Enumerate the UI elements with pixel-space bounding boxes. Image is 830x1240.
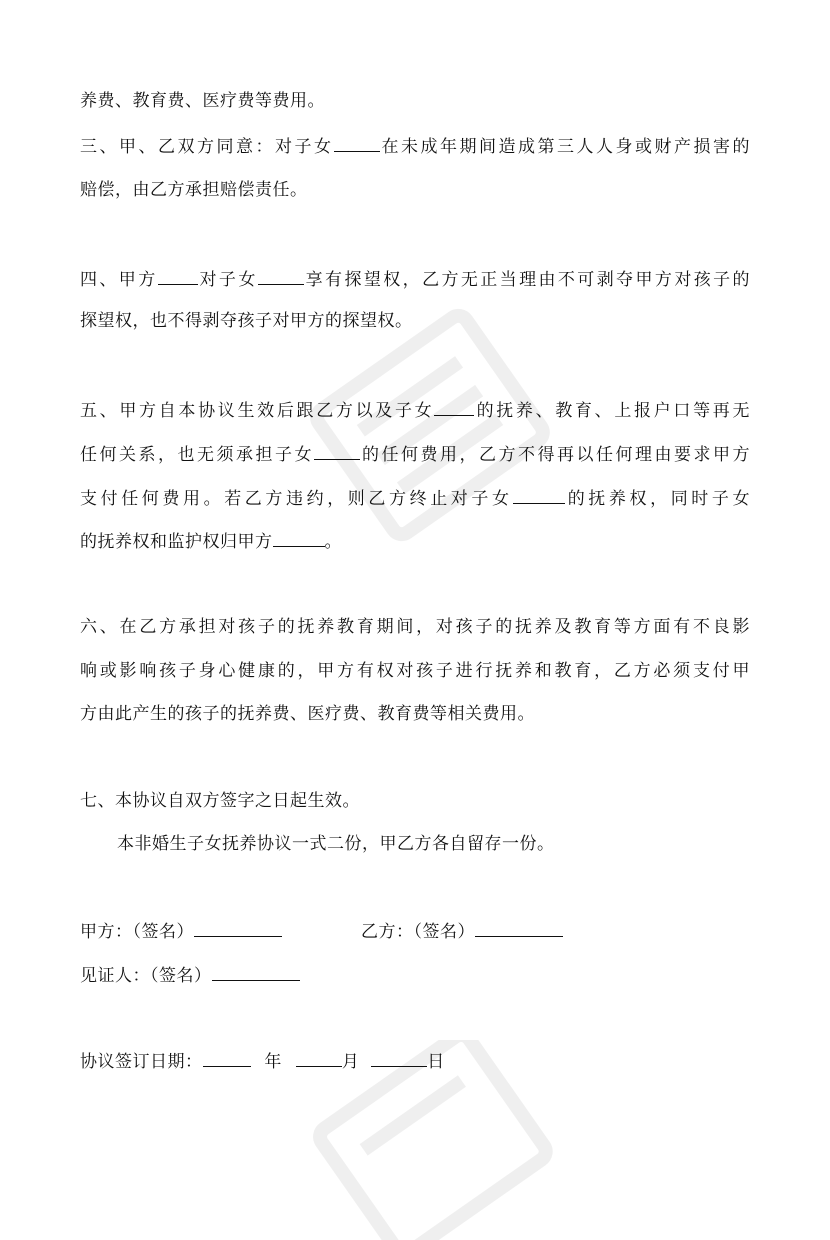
clause-4-text: 四、甲方 xyxy=(80,270,158,290)
clause-6-line-3 xyxy=(80,704,535,724)
clause-3-line-2 xyxy=(80,180,308,200)
party-a-label: 甲方：（签名） xyxy=(80,922,194,942)
paragraph-continuation: 养费、教育费、医疗费等费用。 xyxy=(80,91,325,111)
clause-6-line-2 xyxy=(80,661,750,681)
clause-3-text-cont: 在未成年期间造成第三人人身或财产损害的 xyxy=(379,137,750,157)
party-b-label: 乙方：（签名） xyxy=(361,922,475,942)
party-a-signature xyxy=(80,920,282,942)
text-line xyxy=(80,91,325,111)
witness-signature-field[interactable] xyxy=(212,964,300,981)
clause-6-line-1 xyxy=(80,617,750,637)
party-b-signature xyxy=(361,920,563,942)
clause-5-text-4: 的抚养权和监护权归甲方 xyxy=(80,532,273,552)
year-label: 年 xyxy=(264,1052,282,1072)
clause-7-text: 七、本协议自双方签字之日起生效。 xyxy=(80,791,360,811)
party-b-signature-field[interactable] xyxy=(475,920,563,937)
clause-5-text-3-cont: 的抚养权，同时子女 xyxy=(564,489,751,509)
clause-4-text-child: 对子女 xyxy=(197,270,258,290)
blank-child-name[interactable] xyxy=(334,135,380,152)
copies-note xyxy=(117,834,555,854)
witness-label: 见证人：（签名） xyxy=(80,966,212,986)
copies-note-text: 本非婚生子女抚养协议一式二份，甲乙方各自留存一份。 xyxy=(117,834,555,854)
clause-7-line xyxy=(80,791,360,811)
blank-party-a-name[interactable] xyxy=(273,530,325,547)
day-label: 日 xyxy=(427,1052,445,1072)
year-field[interactable] xyxy=(203,1050,251,1067)
blank-child-name[interactable] xyxy=(258,268,304,285)
blank-child-name[interactable] xyxy=(314,443,360,460)
month-field[interactable] xyxy=(296,1050,342,1067)
clause-4-text-cont: 享有探望权，乙方无正当理由不可剥夺甲方对孩子的 xyxy=(303,270,751,290)
clause-5-line-1 xyxy=(80,399,750,421)
clause-5-period: 。 xyxy=(324,532,342,552)
blank-child-name[interactable] xyxy=(434,399,474,416)
blank-child-name[interactable] xyxy=(513,487,565,504)
blank-party-a-name[interactable] xyxy=(158,268,198,285)
witness-signature xyxy=(80,964,300,986)
signing-date xyxy=(80,1050,445,1072)
clause-5-text-3: 支付任何费用。若乙方违约，则乙方终止对子女 xyxy=(80,489,513,509)
clause-3-text-end: 赔偿，由乙方承担赔偿责任。 xyxy=(80,180,308,200)
day-field[interactable] xyxy=(371,1050,427,1067)
clause-5-text-cont: 的抚养、教育、上报户口等再无 xyxy=(474,401,750,421)
clause-4-text-end: 探望权，也不得剥夺孩子对甲方的探望权。 xyxy=(80,311,413,331)
clause-6-text-3: 方由此产生的孩子的抚养费、医疗费、教育费等相关费用。 xyxy=(80,704,535,724)
clause-5-text-2-cont: 的任何费用，乙方不得再以任何理由要求甲方 xyxy=(360,445,750,465)
clause-4-line-2 xyxy=(80,311,413,331)
clause-5-text-2: 任何关系，也无须承担子女 xyxy=(80,445,314,465)
clause-5-line-4 xyxy=(80,530,342,552)
clause-6-text: 六、在乙方承担对孩子的抚养教育期间，对孩子的抚养及教育等方面有不良影 xyxy=(80,617,750,637)
clause-5-text: 五、甲方自本协议生效后跟乙方以及子女 xyxy=(80,401,435,421)
clause-5-line-2 xyxy=(80,443,750,465)
clause-6-text-2: 响或影响孩子身心健康的，甲方有权对孩子进行抚养和教育，乙方必须支付甲 xyxy=(80,661,750,681)
party-a-signature-field[interactable] xyxy=(194,920,282,937)
month-label: 月 xyxy=(341,1052,360,1072)
clause-4-line-1 xyxy=(80,268,750,290)
clause-5-line-3 xyxy=(80,487,750,509)
date-label: 协议签订日期： xyxy=(80,1052,203,1072)
clause-3-text: 三、甲、乙双方同意：对子女 xyxy=(80,137,334,157)
clause-3-line-1 xyxy=(80,135,750,157)
